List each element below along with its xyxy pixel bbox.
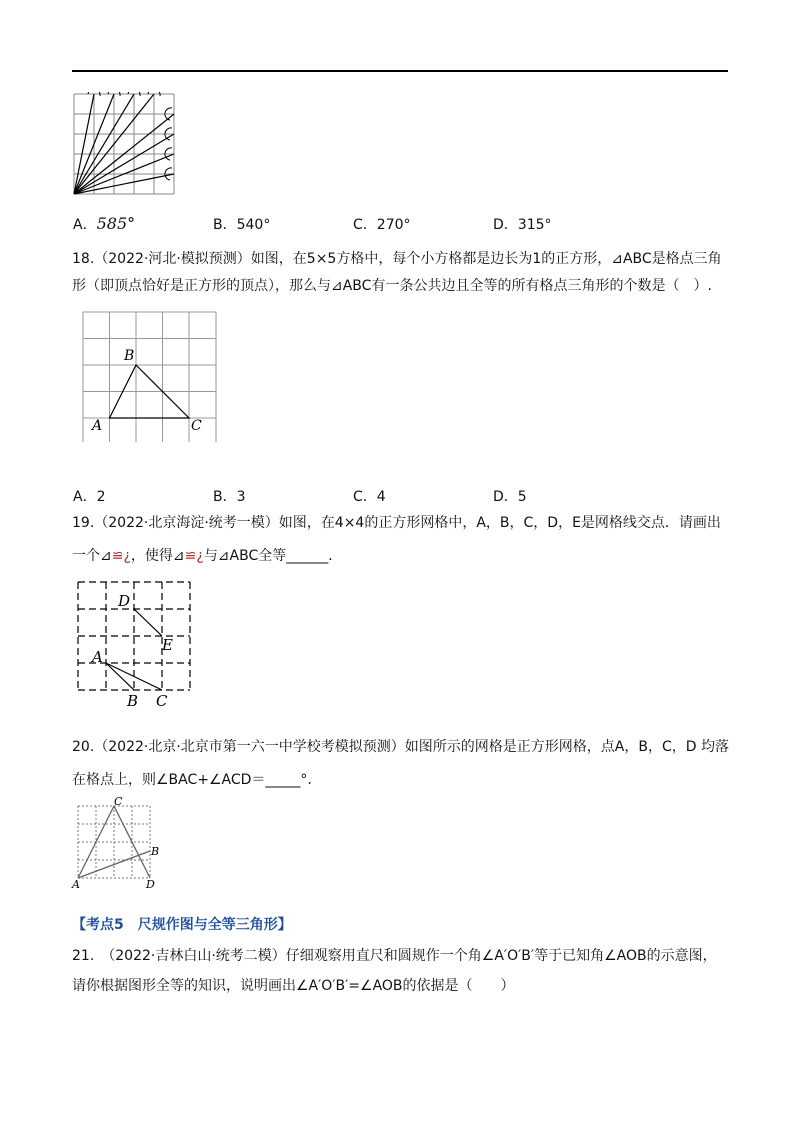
q20-label-c: C bbox=[114, 795, 123, 808]
q20-stem-line1: 20.（2022·北京·北京市第一六一中学校考模拟预测）如图所示的网格是正方形网格，点A，B，C，D 均落 bbox=[72, 739, 729, 755]
q19-label-c: C bbox=[156, 692, 168, 710]
q19-label-d: D bbox=[118, 592, 131, 610]
q18-label-b: B bbox=[124, 348, 135, 364]
q20-label-d: D bbox=[146, 878, 155, 890]
q18-option-a: A．2 bbox=[73, 489, 106, 505]
q18-option-c: C．4 bbox=[353, 489, 386, 505]
header-rule bbox=[72, 70, 728, 72]
q17-option-c: C．270° bbox=[353, 217, 411, 233]
q17-option-a: A．585° bbox=[73, 214, 136, 233]
q18-stem-line1: 18.（2022·河北·模拟预测）如图，在5×5方格中，每个小方格都是边长为1的正方形，⊿ABC是格点三角 bbox=[72, 251, 722, 267]
q18-label-a: A bbox=[92, 418, 103, 434]
q19-dashed-grid-figure bbox=[70, 578, 194, 710]
q17-option-d: D．315° bbox=[493, 217, 552, 233]
q18-option-b: B．3 bbox=[213, 489, 246, 505]
q17-option-b: B．540° bbox=[213, 217, 271, 233]
q18-stem-line2: 形（即顶点恰好是正方形的顶点），那么与⊿ABC有一条公共边且全等的所有格点三角形的个数是（ ）. bbox=[72, 278, 712, 294]
q18-grid-figure bbox=[80, 310, 220, 442]
q20-label-a: A bbox=[72, 878, 80, 890]
q17-ray-grid-figure bbox=[70, 92, 178, 198]
q20-label-b: B bbox=[151, 845, 160, 858]
q19-label-a: A bbox=[92, 648, 103, 666]
q19-stem-line1: 19.（2022·北京海淀·统考一模）如图，在4×4的正方形网格中，A，B，C，D，E是网格线交点．请画出 bbox=[72, 515, 721, 531]
section-heading: 【考点5 尺规作图与全等三角形】 bbox=[72, 917, 292, 933]
q20-dotted-grid-figure bbox=[70, 794, 166, 890]
q20-stem-line2: 在格点上，则∠BAC+∠ACD＝_____°. bbox=[72, 772, 312, 788]
q21-stem-line1: 21. （2022·吉林白山·统考二模）仔细观察用直尺和圆规作一个角∠A′O′B′等于已知角∠AOB的示意图， bbox=[72, 948, 717, 964]
q19-label-e: E bbox=[162, 636, 173, 654]
q18-option-d: D．5 bbox=[493, 489, 527, 505]
q19-label-b: B bbox=[127, 692, 139, 710]
q18-label-c: C bbox=[191, 418, 202, 434]
q21-stem-line2: 请你根据图形全等的知识，说明画出∠A′O′B′=∠AOB的依据是（ ） bbox=[72, 978, 515, 994]
q19-stem-line2: 一个⊿≌¿，使得⊿≌¿与⊿ABC全等______． bbox=[72, 548, 343, 564]
